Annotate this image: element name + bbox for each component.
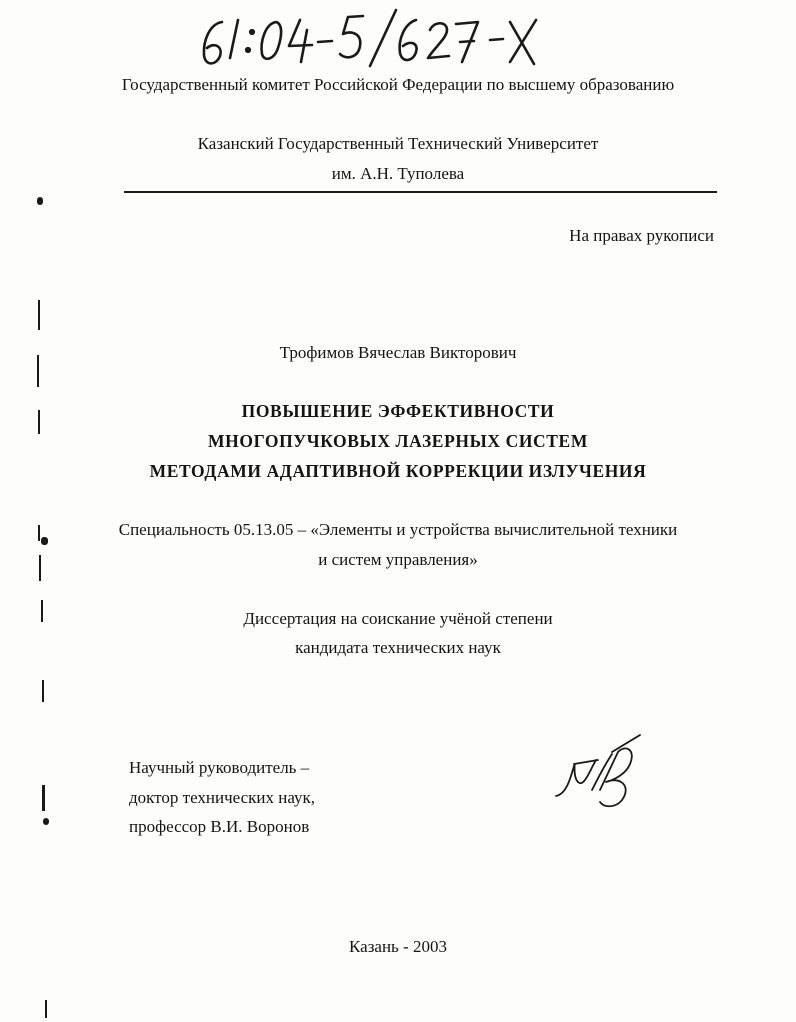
city-year: Казань - 2003 (349, 937, 447, 956)
author-name: Трофимов Вячеслав Викторович (279, 343, 517, 362)
rights-note: На правах рукописи (569, 226, 714, 245)
dissertation-line-2: кандидата технических наук (295, 638, 501, 657)
header-divider (124, 191, 717, 193)
university-name-line: им. А.Н. Туполева (331, 164, 465, 183)
title-line-1: ПОВЫШЕНИЕ ЭФФЕКТИВНОСТИ (241, 401, 555, 421)
specialty-line-2: и систем управления» (318, 550, 478, 569)
university-line: Казанский Государственный Технический Университет (197, 134, 599, 153)
supervisor-role: Научный руководитель – (129, 758, 310, 777)
supervisor-degree: доктор технических наук, (129, 788, 316, 807)
supervisor-name: профессор В.И. Воронов (129, 817, 310, 836)
title-line-3: МЕТОДАМИ АДАПТИВНОЙ КОРРЕКЦИИ ИЗЛУЧЕНИЯ (149, 461, 647, 481)
title-line-2: МНОГОПУЧКОВЫХ ЛАЗЕРНЫХ СИСТЕМ (208, 431, 588, 451)
dissertation-line-1: Диссертация на соискание учёной степени (243, 609, 553, 628)
committee-line: Государственный комитет Российской Федерации по высшему образованию (121, 75, 675, 94)
specialty-line-1: Специальность 05.13.05 – «Элементы и устройства вычислительной техники (118, 520, 678, 539)
